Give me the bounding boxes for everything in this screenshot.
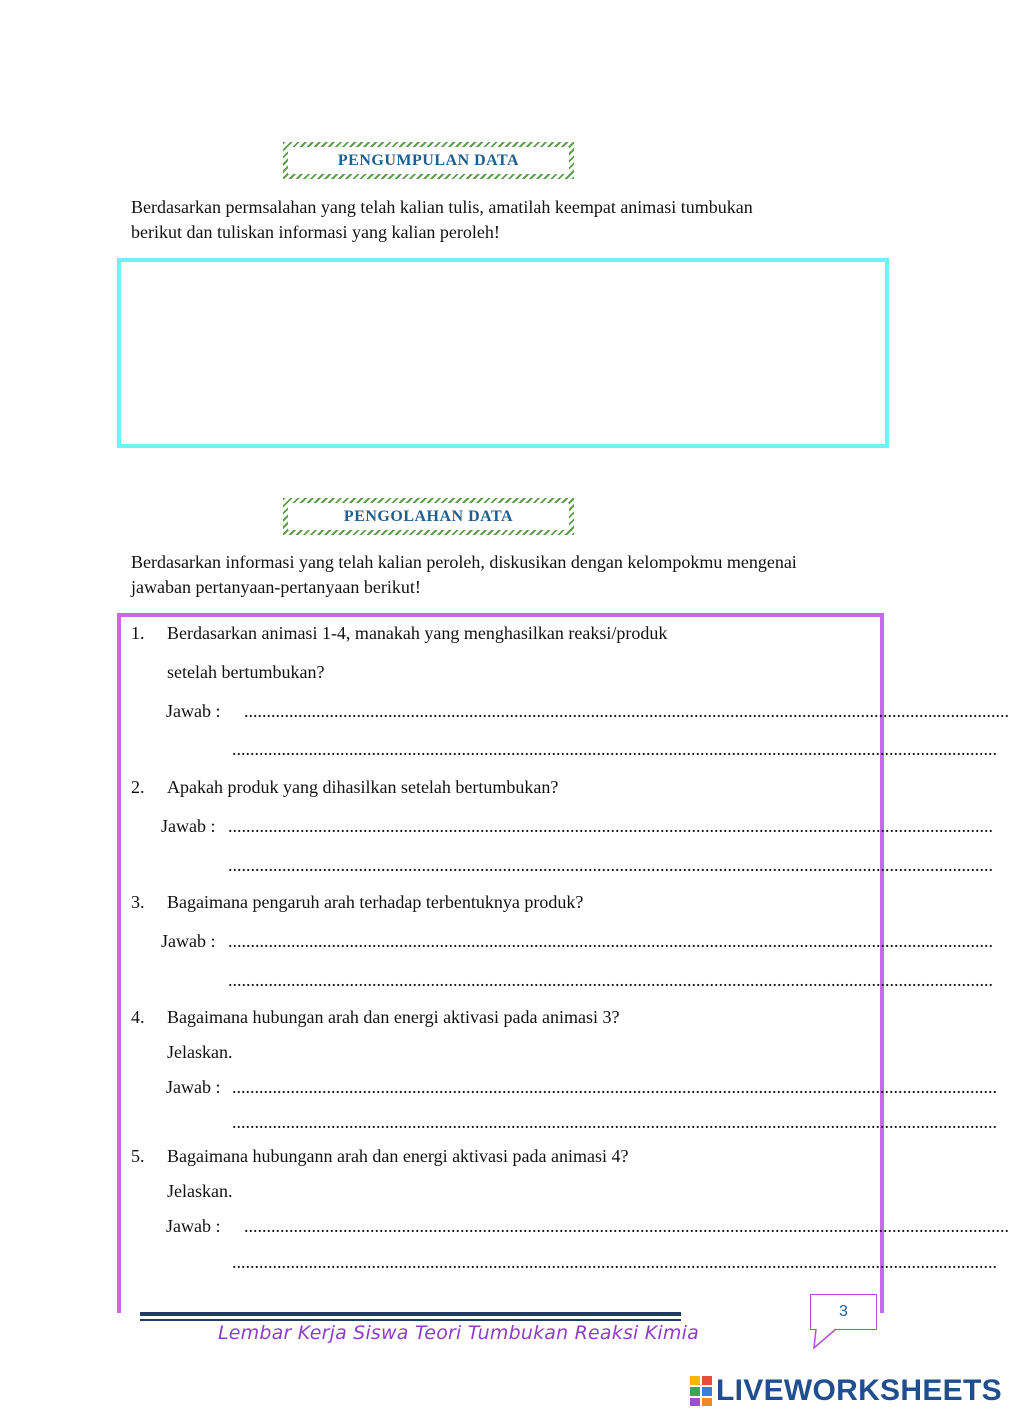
section-title: PENGOLAHAN DATA <box>288 503 569 530</box>
question-number: 3. <box>131 892 145 912</box>
answer-line[interactable]: .......................................................................................................................................................................... <box>228 816 993 836</box>
question-text: Berdasarkan animasi 1-4, manakah yang menghasilkan reaksi/produk <box>167 623 668 643</box>
instruction-text <box>131 550 891 600</box>
answer-line[interactable]: .......................................................................................................................................................................... <box>228 931 993 951</box>
instruction-text <box>131 195 891 245</box>
answer-line[interactable]: .......................................................................................................................................................................... <box>244 1216 1009 1236</box>
answer-label: Jawab : <box>166 1216 221 1236</box>
question-number: 1. <box>131 623 145 643</box>
instruction-line: Berdasarkan permsalahan yang telah kalian tulis, amatilah keempat animasi tumbukan <box>131 197 753 217</box>
instruction-line: Berdasarkan informasi yang telah kalian peroleh, diskusikan dengan kelompokmu mengenai <box>131 552 797 572</box>
answer-line[interactable]: .......................................................................................................................................................................... <box>232 1112 997 1132</box>
answer-line[interactable]: .......................................................................................................................................................................... <box>232 1252 997 1272</box>
question-text: Apakah produk yang dihasilkan setelah bertumbukan? <box>167 777 559 797</box>
answer-line[interactable]: .......................................................................................................................................................................... <box>228 855 993 875</box>
callout-tail-icon <box>812 1328 842 1350</box>
question-text: Bagaimana hubungann arah dan energi aktivasi pada animasi 4? <box>167 1146 629 1166</box>
answer-label: Jawab : <box>161 816 216 836</box>
question-number: 5. <box>131 1146 145 1166</box>
question-number: 4. <box>131 1007 145 1027</box>
answer-label: Jawab : <box>161 931 216 951</box>
answer-line[interactable]: .......................................................................................................................................................................... <box>244 701 1009 721</box>
liveworksheets-brand[interactable] <box>690 1374 1002 1408</box>
page-number-callout: 3 <box>810 1294 877 1330</box>
answer-label: Jawab : <box>166 701 221 721</box>
section-banner-pengolahan <box>283 498 574 535</box>
instruction-line: berikut dan tuliskan informasi yang kalian peroleh! <box>131 222 500 242</box>
brand-name: LIVEWORKSHEETS <box>716 1374 1002 1407</box>
question-text: Bagaimana hubungan arah dan energi aktivasi pada animasi 3? <box>167 1007 620 1027</box>
instruction-line: jawaban pertanyaan-pertanyaan berikut! <box>131 577 421 597</box>
answer-line[interactable]: .......................................................................................................................................................................... <box>228 970 993 990</box>
question-number: 2. <box>131 777 145 797</box>
answer-textbox[interactable] <box>117 258 889 448</box>
footer-title: Lembar Kerja Siswa Teori Tumbukan Reaksi Kimia <box>218 1322 699 1344</box>
question-text: setelah bertumbukan? <box>167 662 325 682</box>
section-banner-pengumpulan <box>283 142 574 179</box>
answer-line[interactable]: .......................................................................................................................................................................... <box>232 1077 997 1097</box>
answer-line[interactable]: .......................................................................................................................................................................... <box>232 739 997 759</box>
question-text: Bagaimana pengaruh arah terhadap terbentuknya produk? <box>167 892 584 912</box>
question-text: Jelaskan. <box>167 1042 233 1062</box>
answer-label: Jawab : <box>166 1077 221 1097</box>
liveworksheets-logo-icon <box>690 1376 712 1406</box>
question-text: Jelaskan. <box>167 1181 233 1201</box>
footer-rule <box>140 1312 681 1321</box>
section-title: PENGUMPULAN DATA <box>288 147 569 174</box>
